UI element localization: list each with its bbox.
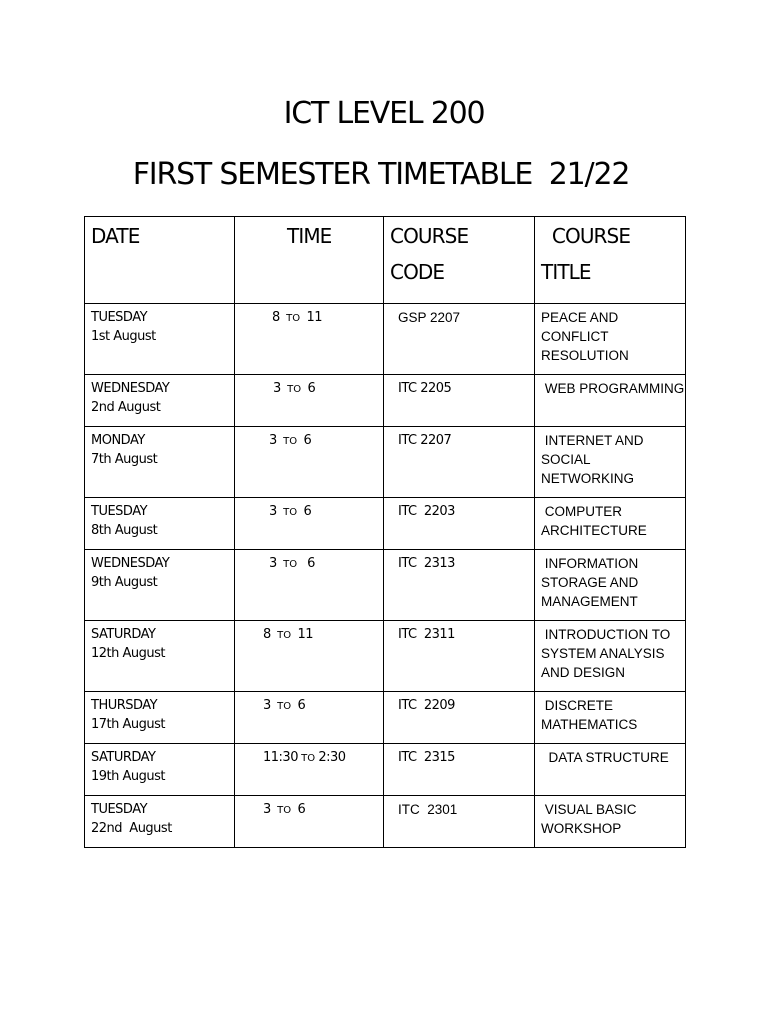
time-to: 2:30 <box>318 750 346 765</box>
course-title-line: CONFLICT <box>541 329 609 344</box>
course-title-line: MATHEMATICS <box>541 717 638 732</box>
course-code-cell <box>384 498 535 550</box>
course-title-line: DATA STRUCTURE <box>541 750 669 765</box>
course-title-content <box>535 744 685 767</box>
date-cell <box>85 796 235 848</box>
time-range <box>263 800 383 820</box>
header-time <box>235 217 384 304</box>
date-cell-content <box>85 375 234 417</box>
time-range <box>269 502 383 522</box>
time-cell-content <box>235 427 383 451</box>
time-to: 6 <box>297 698 306 713</box>
date-text: 9th August <box>91 575 158 590</box>
course-code-cell <box>384 621 535 692</box>
course-title-line: COMPUTER <box>541 504 622 519</box>
course-title-line: NETWORKING <box>541 471 634 486</box>
course-code-cell <box>384 375 535 427</box>
course-code: ITC 2311 <box>398 627 455 642</box>
time-from: 3 <box>263 698 271 713</box>
table-row <box>85 304 686 375</box>
course-code: ITC 2313 <box>398 556 455 571</box>
table-row <box>85 427 686 498</box>
date-cell-content <box>85 304 234 346</box>
time-separator: TO <box>280 384 308 395</box>
date-cell-content <box>85 621 234 663</box>
day-name: SATURDAY <box>91 750 156 765</box>
date-cell-content <box>85 427 234 469</box>
day-name: WEDNESDAY <box>91 556 170 571</box>
date-cell <box>85 375 235 427</box>
header-course-code-line2: CODE <box>390 260 445 284</box>
time-cell <box>235 550 384 621</box>
table-row <box>85 375 686 427</box>
time-separator: TO <box>279 313 307 324</box>
time-from: 3 <box>263 802 271 817</box>
table-row <box>85 744 686 796</box>
course-code: ITC 2301 <box>398 802 458 817</box>
time-separator: TO <box>297 753 319 764</box>
time-cell <box>235 304 384 375</box>
day-name: TUESDAY <box>91 310 148 325</box>
time-cell <box>235 796 384 848</box>
time-cell <box>235 375 384 427</box>
date-cell <box>85 304 235 375</box>
time-to: 11 <box>297 627 314 642</box>
course-title-line: AND DESIGN <box>541 665 626 680</box>
course-code-cell <box>384 304 535 375</box>
course-code-cell <box>384 796 535 848</box>
time-from: 3 <box>269 504 277 519</box>
table-row <box>85 621 686 692</box>
course-title-cell <box>535 427 686 498</box>
date-cell <box>85 550 235 621</box>
header-row <box>85 217 686 304</box>
time-separator: TO <box>270 805 298 816</box>
header-date <box>85 217 235 304</box>
time-from: 3 <box>273 381 281 396</box>
header-course-title-line2: TITLE <box>541 260 591 284</box>
day-name: TUESDAY <box>91 504 148 519</box>
date-cell-content <box>85 692 234 734</box>
table-row <box>85 498 686 550</box>
date-text: 8th August <box>91 523 158 538</box>
course-title-content <box>535 304 685 365</box>
course-code-content <box>384 498 534 521</box>
course-code-content <box>384 550 534 573</box>
date-text: 1st August <box>91 329 156 344</box>
course-code-cell <box>384 427 535 498</box>
time-range <box>269 431 383 451</box>
date-text: 7th August <box>91 452 158 467</box>
course-title-line: INTRODUCTION TO <box>541 627 671 642</box>
date-text: 22nd August <box>91 821 172 836</box>
time-to: 11 <box>306 310 323 325</box>
timetable <box>84 216 686 848</box>
course-title-line: MANAGEMENT <box>541 594 638 609</box>
time-range <box>269 554 383 574</box>
date-text: 17th August <box>91 717 166 732</box>
date-cell-content <box>85 796 234 838</box>
course-code-content <box>384 427 534 450</box>
course-title-line: WORKSHOP <box>541 821 622 836</box>
time-cell-content <box>235 304 383 328</box>
course-title-content <box>535 427 685 488</box>
time-to: 6 <box>297 802 306 817</box>
header-course-title <box>535 217 686 304</box>
time-cell-content <box>235 498 383 522</box>
course-code: GSP 2207 <box>398 310 461 325</box>
header-course-code-line1: COURSE <box>390 224 469 248</box>
time-to: 6 <box>303 504 312 519</box>
course-code: ITC 2315 <box>398 750 455 765</box>
course-code: ITC 2209 <box>398 698 455 713</box>
course-code: ITC 2207 <box>398 433 452 448</box>
course-title-cell <box>535 796 686 848</box>
course-title-line: ARCHITECTURE <box>541 523 647 538</box>
time-cell <box>235 621 384 692</box>
date-cell-content <box>85 744 234 786</box>
course-title-line: DISCRETE <box>541 698 614 713</box>
course-title-content <box>535 498 685 540</box>
date-text: 2nd August <box>91 400 161 415</box>
course-title-content <box>535 796 685 838</box>
header-time-label: TIME <box>287 224 332 248</box>
time-cell-content <box>235 744 383 768</box>
date-cell <box>85 498 235 550</box>
course-title-cell <box>535 621 686 692</box>
course-code-cell <box>384 692 535 744</box>
course-title-cell <box>535 498 686 550</box>
date-cell <box>85 692 235 744</box>
time-cell-content <box>235 375 383 399</box>
course-code-content <box>384 304 534 327</box>
day-name: MONDAY <box>91 433 145 448</box>
course-title-line: VISUAL BASIC <box>541 802 637 817</box>
time-separator: TO <box>276 559 304 570</box>
table-row <box>85 550 686 621</box>
table-row <box>85 796 686 848</box>
time-cell <box>235 692 384 744</box>
course-code-content <box>384 621 534 644</box>
course-code-cell <box>384 550 535 621</box>
date-cell <box>85 744 235 796</box>
course-title-line: PEACE AND <box>541 310 619 325</box>
course-title-content <box>535 550 685 611</box>
course-code-content <box>384 796 534 819</box>
time-cell <box>235 744 384 796</box>
course-code-cell <box>384 744 535 796</box>
time-separator: TO <box>276 436 304 447</box>
course-title-content <box>535 692 685 734</box>
time-from: 3 <box>269 433 277 448</box>
course-title-content <box>535 375 685 398</box>
course-title-line: INFORMATION <box>541 556 639 571</box>
timetable-body <box>85 304 686 848</box>
time-cell <box>235 498 384 550</box>
course-code: ITC 2205 <box>398 381 452 396</box>
time-cell-content <box>235 550 383 574</box>
course-title-line: RESOLUTION <box>541 348 629 363</box>
date-cell-content <box>85 550 234 592</box>
header-course-title-line1: COURSE <box>541 224 631 248</box>
time-to: 6 <box>303 433 312 448</box>
course-code: ITC 2203 <box>398 504 455 519</box>
date-cell <box>85 427 235 498</box>
day-name: TUESDAY <box>91 802 148 817</box>
time-range <box>263 625 383 645</box>
course-code-content <box>384 744 534 767</box>
course-title-cell <box>535 550 686 621</box>
time-cell-content <box>235 796 383 820</box>
table-row <box>85 692 686 744</box>
course-title-line: SOCIAL <box>541 452 591 467</box>
course-code-content <box>384 692 534 715</box>
time-from: 8 <box>263 627 271 642</box>
course-code-content <box>384 375 534 398</box>
time-cell-content <box>235 692 383 716</box>
time-to: 6 <box>307 381 316 396</box>
time-separator: TO <box>270 701 298 712</box>
date-text: 19th August <box>91 769 166 784</box>
course-title-line: SYSTEM ANALYSIS <box>541 646 665 661</box>
time-separator: TO <box>276 507 304 518</box>
time-from: 11:30 <box>263 750 298 765</box>
date-text: 12th August <box>91 646 166 661</box>
time-separator: TO <box>270 630 298 641</box>
time-range <box>263 696 383 716</box>
date-cell <box>85 621 235 692</box>
time-range <box>273 379 383 399</box>
time-range <box>272 308 383 328</box>
day-name: WEDNESDAY <box>91 381 170 396</box>
course-title-line: INTERNET AND <box>541 433 644 448</box>
time-cell <box>235 427 384 498</box>
time-to: 6 <box>303 556 315 571</box>
course-title-cell <box>535 375 686 427</box>
date-cell-content <box>85 498 234 540</box>
time-from: 8 <box>272 310 280 325</box>
page-subtitle: FIRST SEMESTER TIMETABLE 21/22 <box>132 157 630 192</box>
time-cell-content <box>235 621 383 645</box>
course-title-line: STORAGE AND <box>541 575 639 590</box>
course-title-line: WEB PROGRAMMING <box>541 381 685 396</box>
course-title-cell <box>535 692 686 744</box>
course-title-content <box>535 621 685 682</box>
course-title-cell <box>535 304 686 375</box>
day-name: THURSDAY <box>91 698 158 713</box>
time-range <box>263 748 383 768</box>
header-date-label: DATE <box>91 224 140 248</box>
course-title-cell <box>535 744 686 796</box>
day-name: SATURDAY <box>91 627 156 642</box>
header-course-code <box>384 217 535 304</box>
page-title: ICT LEVEL 200 <box>283 96 485 131</box>
time-from: 3 <box>269 556 277 571</box>
